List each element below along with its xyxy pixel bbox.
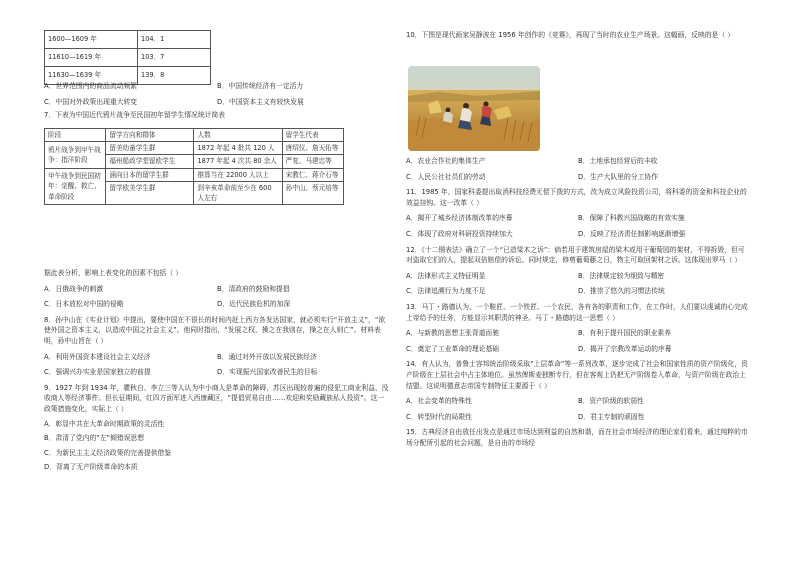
option: A．利用外国资本建设社会主义经济 (44, 352, 151, 361)
table-cell: 福州船政学堂留欧学生 (106, 155, 194, 168)
header-cell: 阶段 (45, 129, 106, 142)
table-row (45, 31, 211, 49)
table-cell: 推算当在 22000 人以上 (194, 168, 282, 181)
option: C．为新民主主义经济政策的完善提供借鉴 (44, 448, 172, 457)
option: D．君主专制的顽固性 (578, 412, 645, 421)
table-cell: 甲午战争到民国初年：觉醒、救亡、革命阶段 (45, 168, 106, 205)
table-row (45, 168, 344, 181)
option: C．中国对外政策出现重大转变 (44, 97, 138, 106)
option: A．日俄战争的刺激 (44, 284, 104, 293)
option: B．中国传统经济有一定活力 (217, 82, 304, 90)
table-cell: 留美幼童学生群 (106, 142, 194, 155)
option: D．中国资本主义有较快发展 (217, 97, 304, 106)
option: C．强调兴办实业是国家独立的前提 (44, 368, 151, 377)
right-questions (406, 156, 750, 448)
header-cell: 人数 (194, 129, 282, 142)
option: B．保障了科教兴国战略的有效实施 (578, 214, 685, 223)
table-cell: 涌向日本的留学生群 (106, 168, 194, 181)
option: A．农业合作社的集体生产 (406, 157, 486, 165)
question-stem: 14．有人认为，普鲁士容邦统治阶级采取“上层革命”等一系列改革，逐步完成了社会和国家性质的资产阶级化，资产阶级在上层社会中占主体地位。虽然俾斯麦独断专行，但在客观上仍把无产阶级卷入革命，与资产阶级在政治上结盟。这说明德意志帝国专制特征主要源于（ ） (406, 360, 748, 390)
question-stem: 8．孙中山在《实业计划》中提出，要使中国在不很长的时间内赶上西方各发达国家，就必须实行“开放主义”，“欲使外国之资本主义，以造成中国之社会主义”。他同时指出，“发展之权，操之在我则存，操之在人则亡”。材料表明，孙中山旨在（ ） (44, 315, 386, 345)
question-stem: 15．古典经济自由放任出发点是通过市场达到利益的自然和谐，而在社会市场经济的理论家们看来，通过纯粹的市场分配所引起的社会问题，是自由的市场经 (406, 428, 748, 447)
option: D．推崇了悠久的习惯法传统 (578, 287, 665, 296)
table-cell: 1600—1609 年 (45, 31, 138, 49)
table-cell: 1877 年起 4 次共 80 余人 (194, 155, 282, 168)
grain-price-table (44, 30, 211, 85)
option: C．奠定了工业革命的理论基础 (406, 344, 500, 353)
table-cell: 孙中山、蔡元培等 (282, 181, 343, 204)
table-cell: 104．1 (138, 31, 211, 49)
option: B．有利于提升国民的职业素养 (578, 329, 672, 338)
option: B．清政府的鼓励和提倡 (217, 284, 290, 293)
question-stem: 13．马丁・路德认为，一个鞋匠、一个铁匠、一个农民，各有各的职责和工作，在工作时，人们要以虔诚的心完成上帝给予的任务，方能显示其职责的神圣。马丁・路德的这一思想（ ） (406, 302, 748, 322)
option: D．生产大队里的分工协作 (578, 172, 658, 181)
option: C．人民公社社员们的劳动 (406, 172, 486, 181)
question-stem: 据此表分析，影响上表变化的因素不包括（ ） (44, 269, 183, 277)
option: A．世界范围内的商品流动频繁 (44, 82, 138, 90)
table-cell: 139．8 (138, 67, 211, 85)
option: D．近代民族危机的加深 (217, 300, 291, 309)
option: B．法律规定较为细致与精密 (578, 271, 665, 280)
question-stem: 12．《十二铜表法》确立了一个“已造梁木之诉”：倘若用于建筑房屋的梁木或用于葡萄园的架材，不得拆毁，但可对盗取它们的人，提起双倍赔偿的诉讼。同时规定，修剪葡萄藤之日，物主可取回架材之诉。这体现出罗马（ ） (406, 245, 745, 265)
table-cell: 1872 年起 4 批共 120 人 (194, 142, 282, 155)
option: D．背离了无产阶级革命的本质 (44, 463, 138, 472)
question-stem: 10．下图是现代画家吴静波在 1956 年创作的《竞赛》，再现了当时的农业生产场景。这幅画，反映的是（ ） (406, 31, 735, 39)
q7-question (44, 268, 390, 473)
table-cell: 宋教仁、蒋介石等 (282, 168, 343, 181)
table-cell: 严复、马建忠等 (282, 155, 343, 168)
option: A．社会变革的特殊性 (406, 397, 472, 406)
table-cell: 唐绍仪、詹天佑等 (282, 142, 343, 155)
option: A．彰显中共在大革命时期政策的灵活性 (44, 419, 165, 428)
table-cell: 103．7 (138, 49, 211, 67)
option: C．转型时代的局限性 (406, 412, 472, 421)
header-cell: 留学方向和群体 (106, 129, 194, 142)
q6-options (44, 81, 390, 121)
table-row (45, 142, 344, 155)
table-cell: 鸦片战争到甲午战争：指洋阶段 (45, 142, 106, 168)
option: D．揭开了宗教改革运动的序幕 (578, 344, 672, 353)
option: A．法律形式主义特征明显 (406, 271, 486, 280)
question-stem: 9．1927 年到 1934 年，瞿秋白、李立三等人认为中小商人是革命的障碍，苏区出现较普遍的侵犯工商业利益、没收商人等经济事件。但长征期间，红四方面军进入西康藏区，“提倡贸易自由……欢迎和奖励藏族私人投资”。这一政策措施变化，实际上（ ） (44, 383, 389, 413)
question-stem: 11．1985 年，国家科委提出取消科技经费无偿下拨的方式，改为成立风险投资公司，将科委的资金和科技企业的效益挂钩。这一改革（ ） (406, 188, 747, 207)
option: C．体现了政府对科研投资持续加大 (406, 229, 513, 238)
option: B．资产阶级的软弱性 (578, 397, 644, 406)
option: B．肃清了党内的“左”倾错误思想 (44, 434, 145, 443)
q10-stem (406, 30, 750, 41)
table-cell: 到辛亥革命前至少在 600 人左右 (194, 181, 282, 204)
table-cell: 留学欧美学生群 (106, 181, 194, 204)
option: A．与新教的思想主张背道而驰 (406, 329, 500, 338)
option: D．反映了经济责任制影响逐渐增强 (578, 229, 686, 238)
option: B．土地承包经营后的丰收 (578, 157, 658, 165)
students-table (44, 128, 344, 205)
option: C．日本放松对中国的侵略 (44, 300, 124, 309)
table-cell: 11630—1639 年 (45, 67, 138, 85)
question-stem: 7．下表为中国近代鸦片战争至民国初年留学生情况统计简表 (44, 111, 226, 120)
table-row (45, 49, 211, 67)
table-header-row (45, 129, 344, 142)
painting-competition-image (408, 66, 540, 151)
option: B．通过对外开放以发展民族经济 (217, 352, 317, 361)
option: D．实现振兴国家改善民生的目标 (217, 368, 318, 377)
option: C．法律追溯行为力度不足 (406, 287, 486, 296)
option: A．揭开了城乡经济体制改革的序幕 (406, 214, 513, 223)
table-cell: 11610—1619 年 (45, 49, 138, 67)
header-cell: 留学生代表 (282, 129, 343, 142)
